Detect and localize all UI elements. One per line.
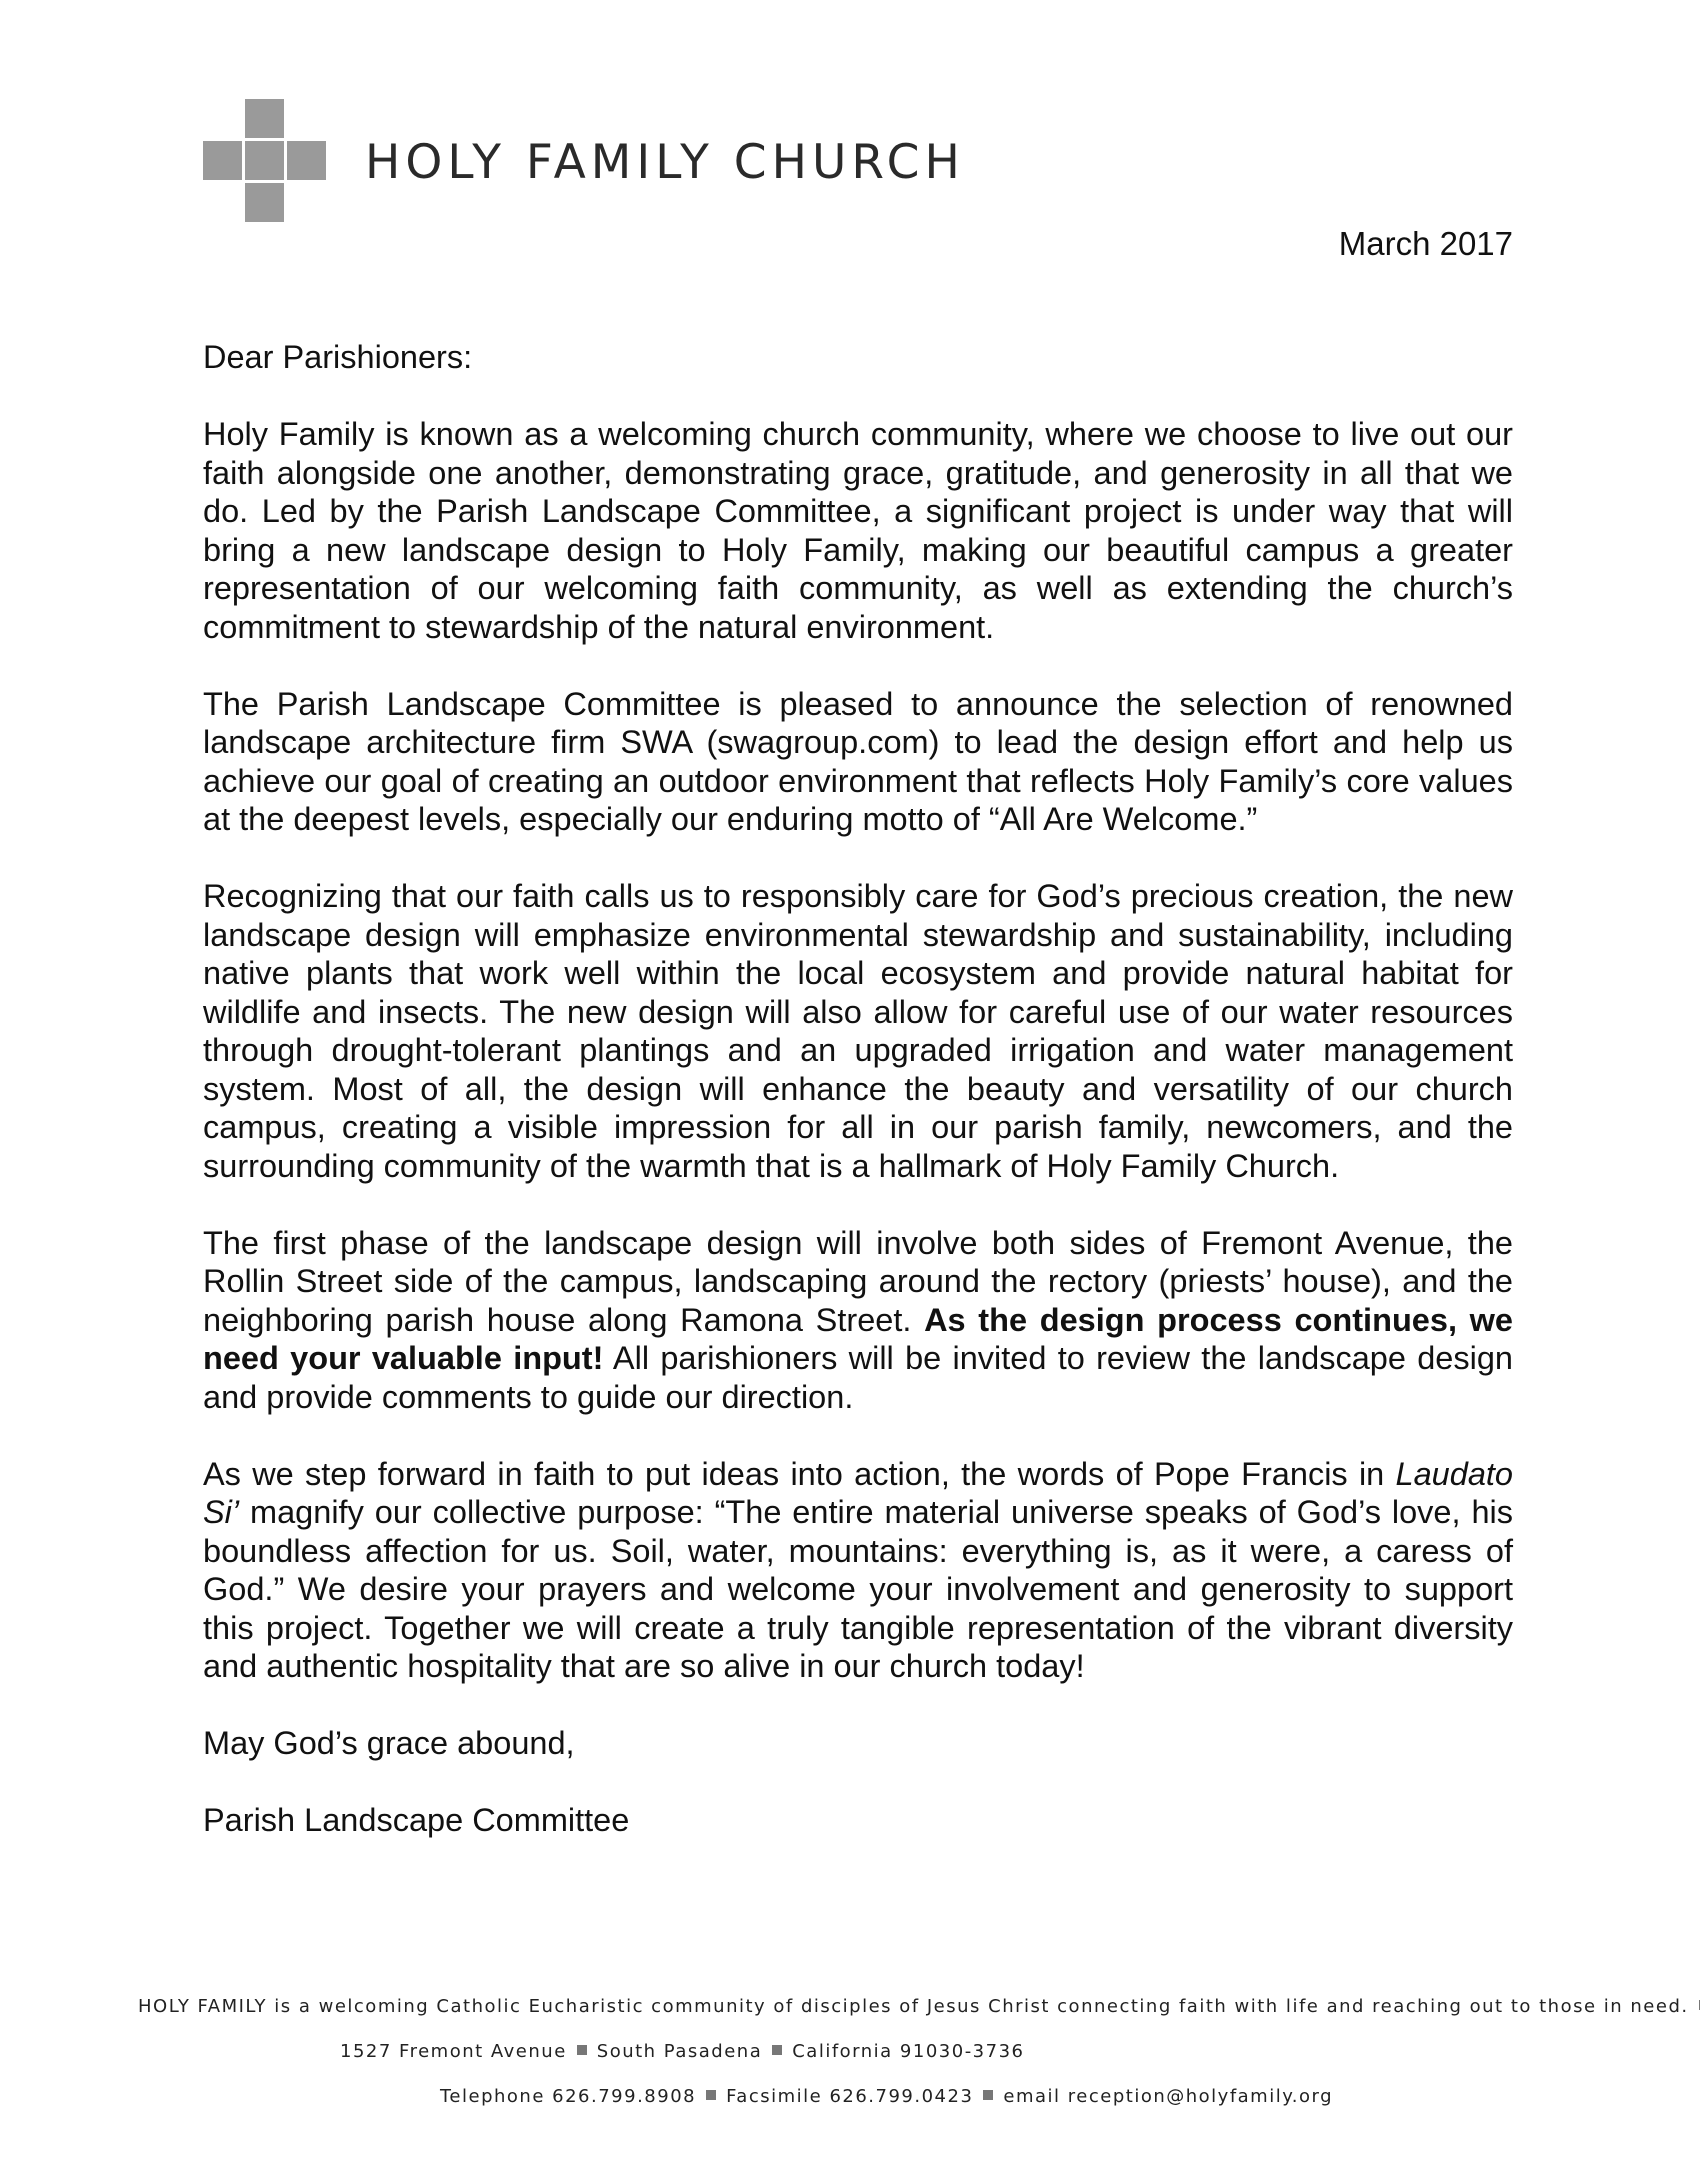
encyclical-title: Laudato Si’ <box>203 1455 1513 1530</box>
paragraph-2: The Parish Landscape Committee is pleased to announce the selection of renowned landscape architecture firm SWA (swagroup.com) to lead the design effort and help us achieve our goal of creating an outdoor environment that reflects Holy Family’s core values at the deepest levels, especially our enduring motto of “All Are Welcome.” <box>203 685 1513 837</box>
letter-date: March 2017 <box>1338 225 1513 262</box>
paragraph-5-text-end: magnify our collective purpose: “The entire material universe speaks of God’s love, his boundless affection for us. Soil, water, mountains: everything is, as it were, a caress of God.” We desire your prayers and welcome your involvement and generosity to support this project. Together we will create a truly tangible representation of the vibrant diversity and authentic hospitality that are so alive in our church today! <box>203 1494 1513 1684</box>
closing: May God’s grace abound, <box>203 1725 575 1761</box>
paragraph-3: Recognizing that our faith calls us to responsibly care for God’s precious creation, the new landscape design will emphasize environmental stewardship and sustainability, including native plants that work well within the local ecosystem and provide natural habitat for wildlife and insects. The new design will also allow for careful use of our water resources through drought-tolerant plantings and an upgraded irrigation and water management system. Most of all, the design will enhance the beauty and versatility of our church campus, creating a visible impression for all in our parish family, newcomers, and the surrounding community of the warmth that is a hallmark of Holy Family Church. <box>203 878 1513 1184</box>
letter-body <box>203 338 1513 1878</box>
paragraph-4-text: The first phase of the landscape design will involve both sides of Fremont Avenue, the Rollin Street side of the campus, landscaping around the rectory (priests’ house), and the neighboring parish house along Ramona Street. <box>203 1224 1513 1338</box>
square-bullet-icon <box>706 2090 716 2100</box>
paragraph-1: Holy Family is known as a welcoming church community, where we choose to live out our faith alongside one another, demonstrating grace, gratitude, and generosity in all that we do. Led by the Parish Landscape Committee, a significant project is under way that will bring a new landscape design to Holy Family, making our beautiful campus a greater representation of our welcoming faith community, as well as extending the church’s commitment to stewardship of the natural environment. <box>203 416 1513 645</box>
footer-mission: HOLY FAMILY is a welcoming Catholic Eucharistic community of disciples of Jesus Christ connecting faith with life and reaching out to those in need. <box>138 1996 1689 2017</box>
footer-facsimile: Facsimile 626.799.0423 <box>726 2086 974 2107</box>
footer-city: South Pasadena <box>596 2041 763 2062</box>
paragraph-4-text-end: All parishioners will be invited to review the landscape design and provide comments to guide our direction. <box>203 1340 1513 1415</box>
signature: Parish Landscape Committee <box>203 1802 630 1838</box>
square-bullet-icon <box>983 2090 993 2100</box>
input-request-bold: As the design process continues, we need your valuable input! <box>203 1301 1513 1376</box>
salutation: Dear Parishioners: <box>203 339 473 375</box>
square-bullet-icon <box>577 2045 587 2055</box>
footer-telephone: Telephone 626.799.8908 <box>440 2086 697 2107</box>
paragraph-5-text: As we step forward in faith to put ideas into action, the words of Pope Francis in <box>203 1455 1396 1492</box>
footer-street: 1527 Fremont Avenue <box>340 2041 567 2062</box>
footer-state: California 91030-3736 <box>792 2041 1025 2062</box>
paragraph-5 <box>203 1455 1513 1686</box>
church-logo-icon <box>203 99 327 223</box>
paragraph-4 <box>203 1224 1513 1417</box>
footer-email: email reception@holyfamily.org <box>1003 2086 1334 2107</box>
square-bullet-icon <box>772 2045 782 2055</box>
church-name: HOLY FAMILY CHURCH <box>365 135 965 190</box>
